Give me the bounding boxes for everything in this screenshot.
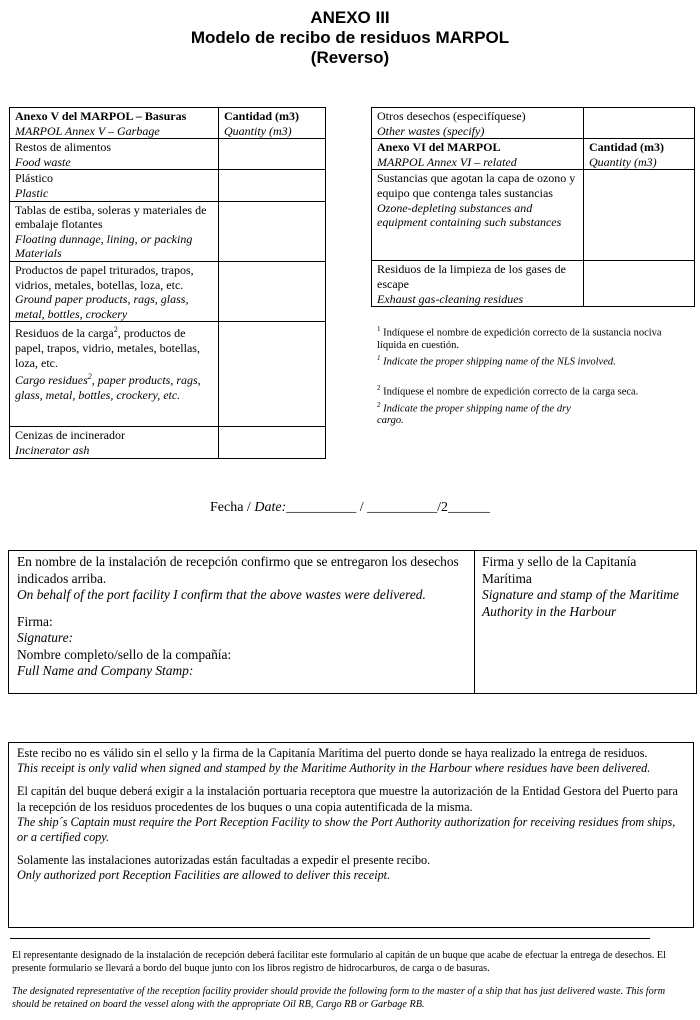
annex-v-table	[9, 107, 326, 459]
quantity-field[interactable]	[584, 261, 695, 307]
footer-note-es: El representante designado de la instalación de recepción deberá facilitar este formulario al capitán de un buque que acabe de efectuar la entrega de desechos. El presente formulario se llevará a bordo del buque junto con los libros registro de hidrocarburos, de carga o de basuras.	[12, 950, 666, 974]
waste-category: Plástico Plastic	[10, 170, 219, 201]
maritime-stamp-area[interactable]: Firma y sello de la Capitanía Marítima Signature and stamp of the Maritime Authority in the Harbour	[482, 554, 680, 619]
table-row	[372, 108, 695, 139]
table-row	[10, 201, 326, 261]
quantity-field[interactable]	[584, 170, 695, 261]
waste-category: Residuos de la carga$^2$, productos de papel, trapos, vidrio, metales, botellas, loza, etc. Cargo residues$^2$, paper products, rags, glass, metal, bottles, crockery, etc.	[10, 322, 219, 427]
notice-paragraph: Este recibo no es válido sin el sello y la firma de la Capitanía Marítima del puerto donde se haya realizado la entrega de residuos. This receipt is only valid when signed and stamped by the Maritime Authority in the Harbour where residues have been delivered.	[17, 746, 651, 776]
annex-title: ANEXO III	[310, 8, 390, 27]
footer-divider	[10, 938, 650, 939]
table-row	[10, 322, 326, 427]
footnote: $^1$ Indíquese el nombre de expedición correcto de la sustancia nociva líquida en cuestión. $^1$ Indicate the proper shipping name of the NLS involved.	[377, 325, 662, 367]
quantity-header: Cantidad (m3) Quantity (m3)	[584, 139, 695, 170]
quantity-header: Cantidad (m3) Quantity (m3)	[219, 108, 326, 139]
date-field[interactable]: __________ / __________/2______	[286, 500, 490, 515]
quantity-field[interactable]	[219, 201, 326, 261]
confirmation-box	[8, 550, 697, 694]
quantity-field[interactable]	[219, 261, 326, 321]
category-header: Anexo VI del MARPOL MARPOL Annex VI – related	[372, 139, 584, 170]
quantity-field[interactable]	[219, 170, 326, 201]
quantity-field[interactable]	[584, 108, 695, 139]
category-header: Anexo V del MARPOL – Basuras MARPOL Annex V – Garbage	[10, 108, 219, 139]
footnote: $^2$ Indíquese el nombre de expedición correcto de la carga seca. $^2$ Indicate the proper shipping name of the dry cargo.	[377, 384, 639, 426]
table-header-row	[372, 139, 695, 170]
quantity-field[interactable]	[219, 322, 326, 427]
box-divider	[474, 551, 475, 693]
table-row	[10, 427, 326, 458]
table-row	[10, 170, 326, 201]
waste-category: Otros desechos (especifíquese) Other wastes (specify)	[372, 108, 584, 139]
notice-paragraph: El capitán del buque deberá exigir a la instalación portuaria receptora que muestre la autorización de la Entidad Gestora del Puerto para la recepción de los residuos procedentes de los buques o una copia autentificada de la misma. The ship´s Captain must require the Port Reception Facility to show the Port Authority authorization for receiving residues from ships, or a certified copy.	[17, 784, 678, 845]
waste-category: Tablas de estiba, soleras y materiales de embalaje flotantes Floating dunnage, lining, or packing Materials	[10, 201, 219, 261]
facility-confirmation: En nombre de la instalación de recepción confirmo que se entregaron los desechos indicados arriba. On behalf of the port facility I confirm that the above wastes were delivered. Firma: Signature: Nombre completo/sello de la compañía: Full Name and Company Stamp:	[17, 554, 472, 680]
date-line: Fecha / Date:__________ / __________/2______	[210, 500, 490, 515]
waste-category: Cenizas de incinerador Incinerator ash	[10, 427, 219, 458]
table-row	[372, 170, 695, 261]
annex-vi-table	[371, 107, 695, 307]
table-row	[10, 261, 326, 321]
table-header-row	[10, 108, 326, 139]
quantity-field[interactable]	[219, 427, 326, 458]
waste-category: Residuos de la limpieza de los gases de escape Exhaust gas-cleaning residues	[372, 261, 584, 307]
form-title: Modelo de recibo de residuos MARPOL	[190, 28, 510, 47]
waste-category: Restos de alimentos Food waste	[10, 139, 219, 170]
quantity-field[interactable]	[219, 139, 326, 170]
form-subtitle: (Reverso)	[310, 48, 390, 67]
table-row	[10, 139, 326, 170]
notice-paragraph: Solamente las instalaciones autorizadas están facultadas a expedir el presente recibo. Only authorized port Reception Facilities are allowed to deliver this receipt.	[17, 853, 431, 883]
company-name-label: Nombre completo/sello de la compañía:	[17, 646, 232, 662]
notice-box	[8, 742, 694, 928]
table-row	[372, 261, 695, 307]
signature-label: Firma:	[17, 613, 53, 629]
waste-category: Sustancias que agotan la capa de ozono y equipo que contenga tales sustancias Ozone-depleting substances and equipment containing such substances	[372, 170, 584, 261]
footer-note-en: The designated representative of the reception facility provider should provide the following form to the master of a ship that has just delivered waste. This form should be retained on board the vessel along with the appropriate Oil RB, Cargo RB or Garbage RB.	[12, 986, 666, 1010]
waste-category: Productos de papel triturados, trapos, vidrios, metales, botellas, loza, etc. Ground paper products, rags, glass, metal, bottles, crockery	[10, 261, 219, 321]
